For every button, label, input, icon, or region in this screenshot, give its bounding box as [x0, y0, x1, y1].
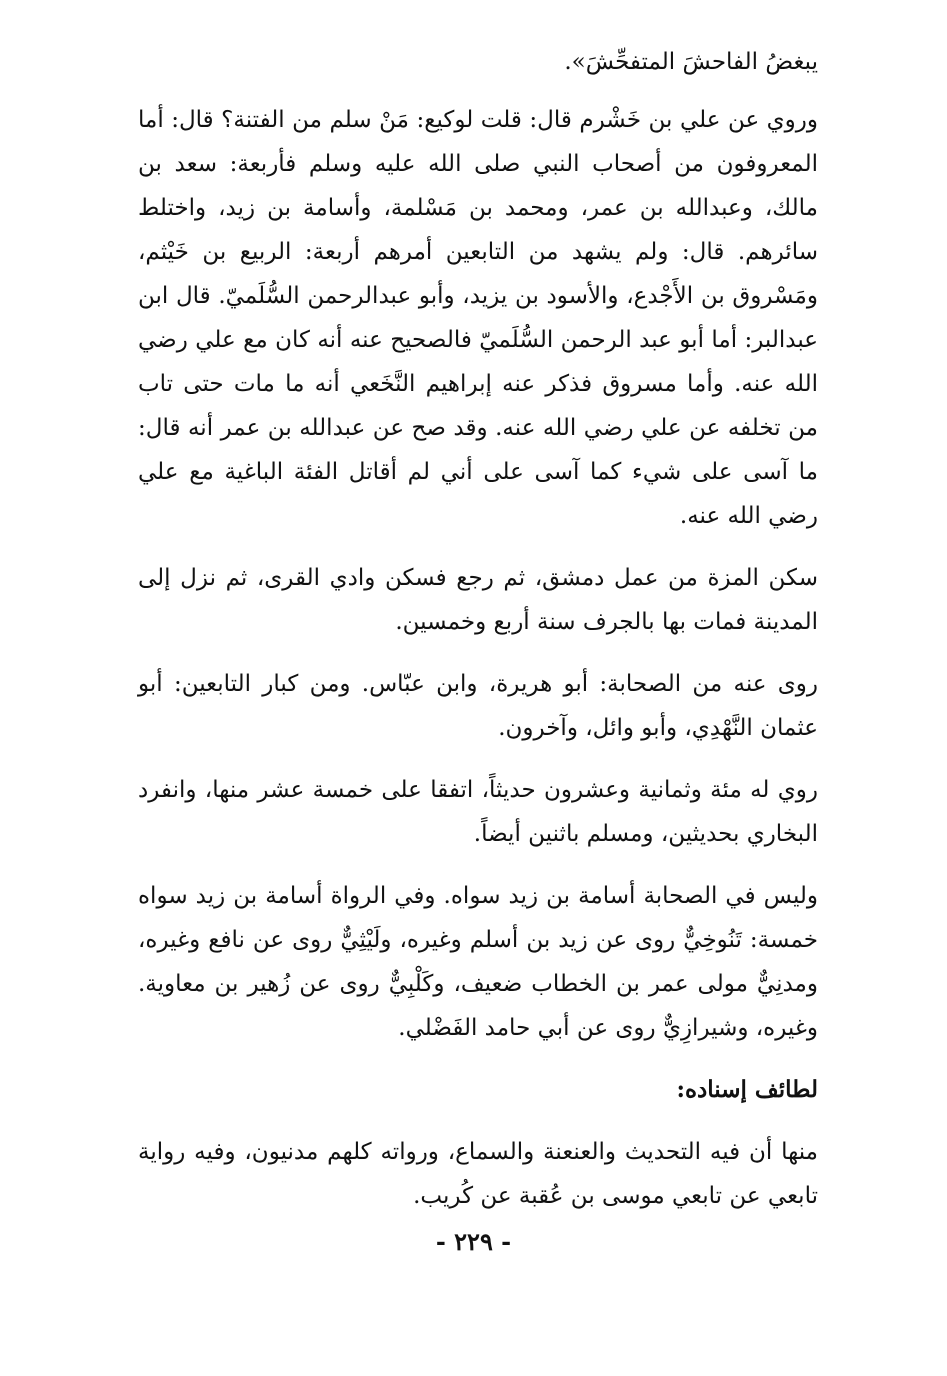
paragraph-fitna: وروي عن علي بن خَشْرم قال: قلت لوكيع: مَنْ سلم من الفتنة؟ قال: أما المعروفون من أصحاب النبي صلى الله عليه وسلم فأربعة: سعد بن مالك، وعبدالله بن عمر، ومحمد بن مَسْلمة، وأسامة بن زيد، واختلط سائرهم. قال: ولم يشهد من التابعين أمرهم أربعة: الربيع بن خَيْثم، ومَسْروق بن الأَجْدع، والأسود بن يزيد، وأبو عبدالرحمن السُّلَميّ. قال ابن عبدالبر: أما أبو عبد الرحمن السُّلَميّ فالصحيح عنه أنه كان مع علي رضي الله عنه. وأما مسروق فذكر عنه إبراهيم النَّخَعي أنه ما مات حتى تاب من تخلفه عن علي رضي الله عنه. وقد صح عن عبدالله بن عمر أنه قال: ما آسى على شيء كما آسى على أني لم أقاتل الفئة الباغية مع علي رضي الله عنه.	[138, 107, 818, 529]
page-number: - ٢٢٩ -	[435, 1227, 512, 1256]
page-body	[138, 40, 818, 1236]
section-heading: لطائف إسناده:	[676, 1076, 818, 1103]
paragraph-hadith-count: روي له مئة وثمانية وعشرون حديثاً، اتفقا على خمسة عشر منها، وانفرد البخاري بحديثين، ومسلم باثنين أيضاً.	[138, 777, 818, 847]
paragraph-continuation: يبغضُ الفاحشَ المتفحِّشَ».	[564, 49, 818, 75]
paragraph-residence: سكن المزة من عمل دمشق، ثم رجع فسكن وادي القرى، ثم نزل إلى المدينة فمات بها بالجرف سنة أربع وخمسين.	[138, 565, 818, 635]
paragraph-isnad-notes: منها أن فيه التحديث والعنعنة والسماع، ورواته كلهم مدنيون، وفيه رواية تابعي عن تابعي موسى بن عُقبة عن كُريب.	[138, 1139, 818, 1209]
paragraph-namesakes: وليس في الصحابة أسامة بن زيد سواه. وفي الرواة أسامة بن زيد سواه خمسة: تَنُوخِيٌّ روى عن زيد بن أسلم وغيره، ولَيْثِيٌّ روى عن نافع وغيره، ومدنِيٌّ مولى عمر بن الخطاب ضعيف، وكَلْبِيٌّ روى عن زُهير بن معاوية. وغيره، وشيرازِيٌّ روى عن أبي حامد الفَضْلي.	[138, 883, 818, 1041]
paragraph-narrators: روى عنه من الصحابة: أبو هريرة، وابن عبّاس. ومن كبار التابعين: أبو عثمان النَّهْدِي، وأبو وائل، وآخرون.	[138, 671, 818, 741]
